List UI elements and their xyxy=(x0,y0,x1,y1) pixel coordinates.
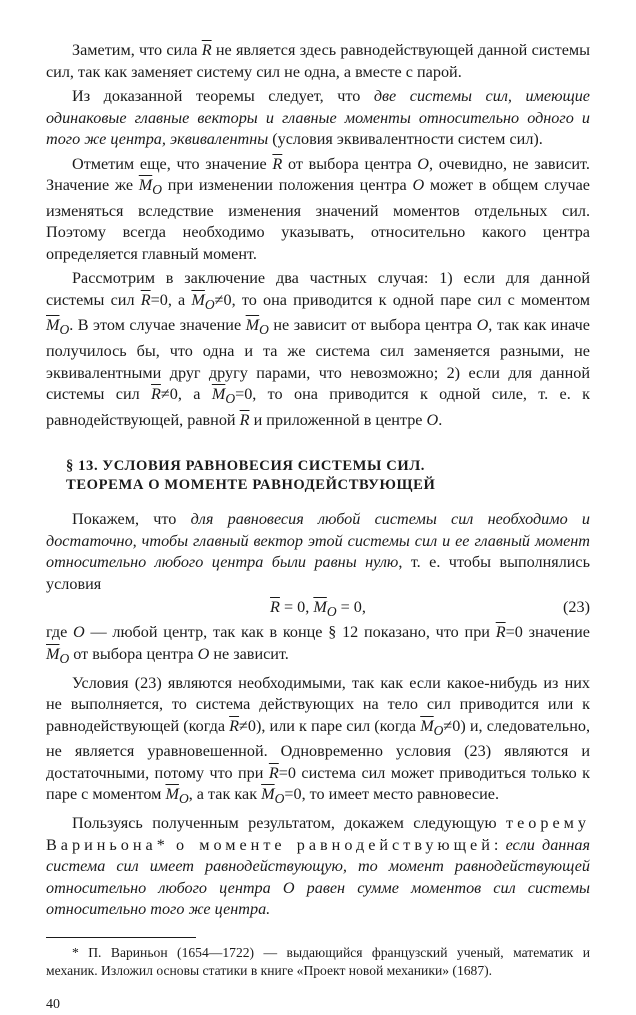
paragraph-6: где O — любой центр, так как в конце § 12 показано, что при $\overline{R}=0$ значение $\overline{M}_O$ от выбора центра O не зависит. xyxy=(46,623,590,667)
paragraph-8: Пользуясь полученным результатом, докажем следующую теорему Вариньона* о моменте равнодействующей: если данная система сил имеет равнодействующую, то момент равнодействующей относительно любого центра O равен сумме моментов сил системы относительно того же центра. xyxy=(46,814,590,919)
equation-23: $\overline{R} = 0$, $\overline{M}_O = 0$, (23) xyxy=(270,598,590,620)
footnote-divider xyxy=(46,937,196,938)
paragraph-7: Условия (23) являются необходимыми, так как если какое-нибудь из них не выполняется, то система действующих на тело сил приводится или к равнодействующей (когда $\overline{R}\ne 0$), или к паре сил (когда $\overline{M}_O\ne 0$) и, следовательно, не является уравновешенной. Одновременно условия (23) являются и достаточными, потому что при $\overline{R}=0$ система сил может приводиться только к паре с моментом $\overline{M}_O$, а так как $\overline{M}_O=0$, то имеет место равновесие. xyxy=(46,673,591,807)
paragraph-3: Отметим еще, что значение $\overline{R}$ от выбора центра O, очевидно, не зависит. Значение же $\overline{M}_O$ при изменении положения центра O может в общем случае изменяться вследствие изменения значений моментов отдельных сил. Поэтому всегда необходимо указывать, относительно какого центра определяется главный момент. xyxy=(46,154,590,263)
section-heading-line-1: § 13. УСЛОВИЯ РАВНОВЕСИЯ СИСТЕМЫ СИЛ. xyxy=(66,458,426,475)
paragraph-1: Заметим, что сила $\overline{R}$ не является здесь равнодействующей данной системы сил, так как заменяет систему сил не одна, а вместе с парой. xyxy=(46,41,590,81)
paragraph-4: Рассмотрим в заключение два частных случая: 1) если для данной системы сил $\overline{R}=0$, а $\overline{M}_O\ne 0$, то она приводится к одной паре сил с моментом $\overline{M}_O$. В этом случае значение $\overline{M}_O$ не зависит от выбора центра O, так как иначе получилось бы, что одна и та же система сил заменяется разными, не эквивалентными друг другу парами, что невозможно; 2) если для данной системы сил $\overline{R}\ne 0$, а $\overline{M}_O=0$, то она приводится к одной силе, т. е. к равнодействующей, равной $\overline{R}$ и приложенной в центре O. xyxy=(46,269,590,429)
footnote: * П. Вариньон (1654—1722) — выдающийся французский ученый, математик и механик. Изложил основы статики в книге «Проект новой механики» (1687). xyxy=(46,944,590,978)
equation-number: (23) xyxy=(563,598,590,617)
section-heading xyxy=(66,457,590,495)
paragraph-5: Покажем, что для равновесия любой системы сил необходимо и достаточно, чтобы главный вектор этой системы сил и ее главный момент относительно любого центра были равны нулю, т. е. чтобы выполнялись условия xyxy=(46,510,590,593)
text-column xyxy=(46,40,590,1015)
paragraph-2: Из доказанной теоремы следует, что две системы сил, имеющие одинаковые главные векторы и главные моменты относительно одного и того же центра, эквивалентны (условия эквивалентности систем сил). xyxy=(46,87,590,148)
page-number: 40 xyxy=(46,996,60,1012)
section-heading-line-2: ТЕОРЕМА О МОМЕНТЕ РАВНОДЕЙСТВУЮЩЕЙ xyxy=(66,477,436,494)
